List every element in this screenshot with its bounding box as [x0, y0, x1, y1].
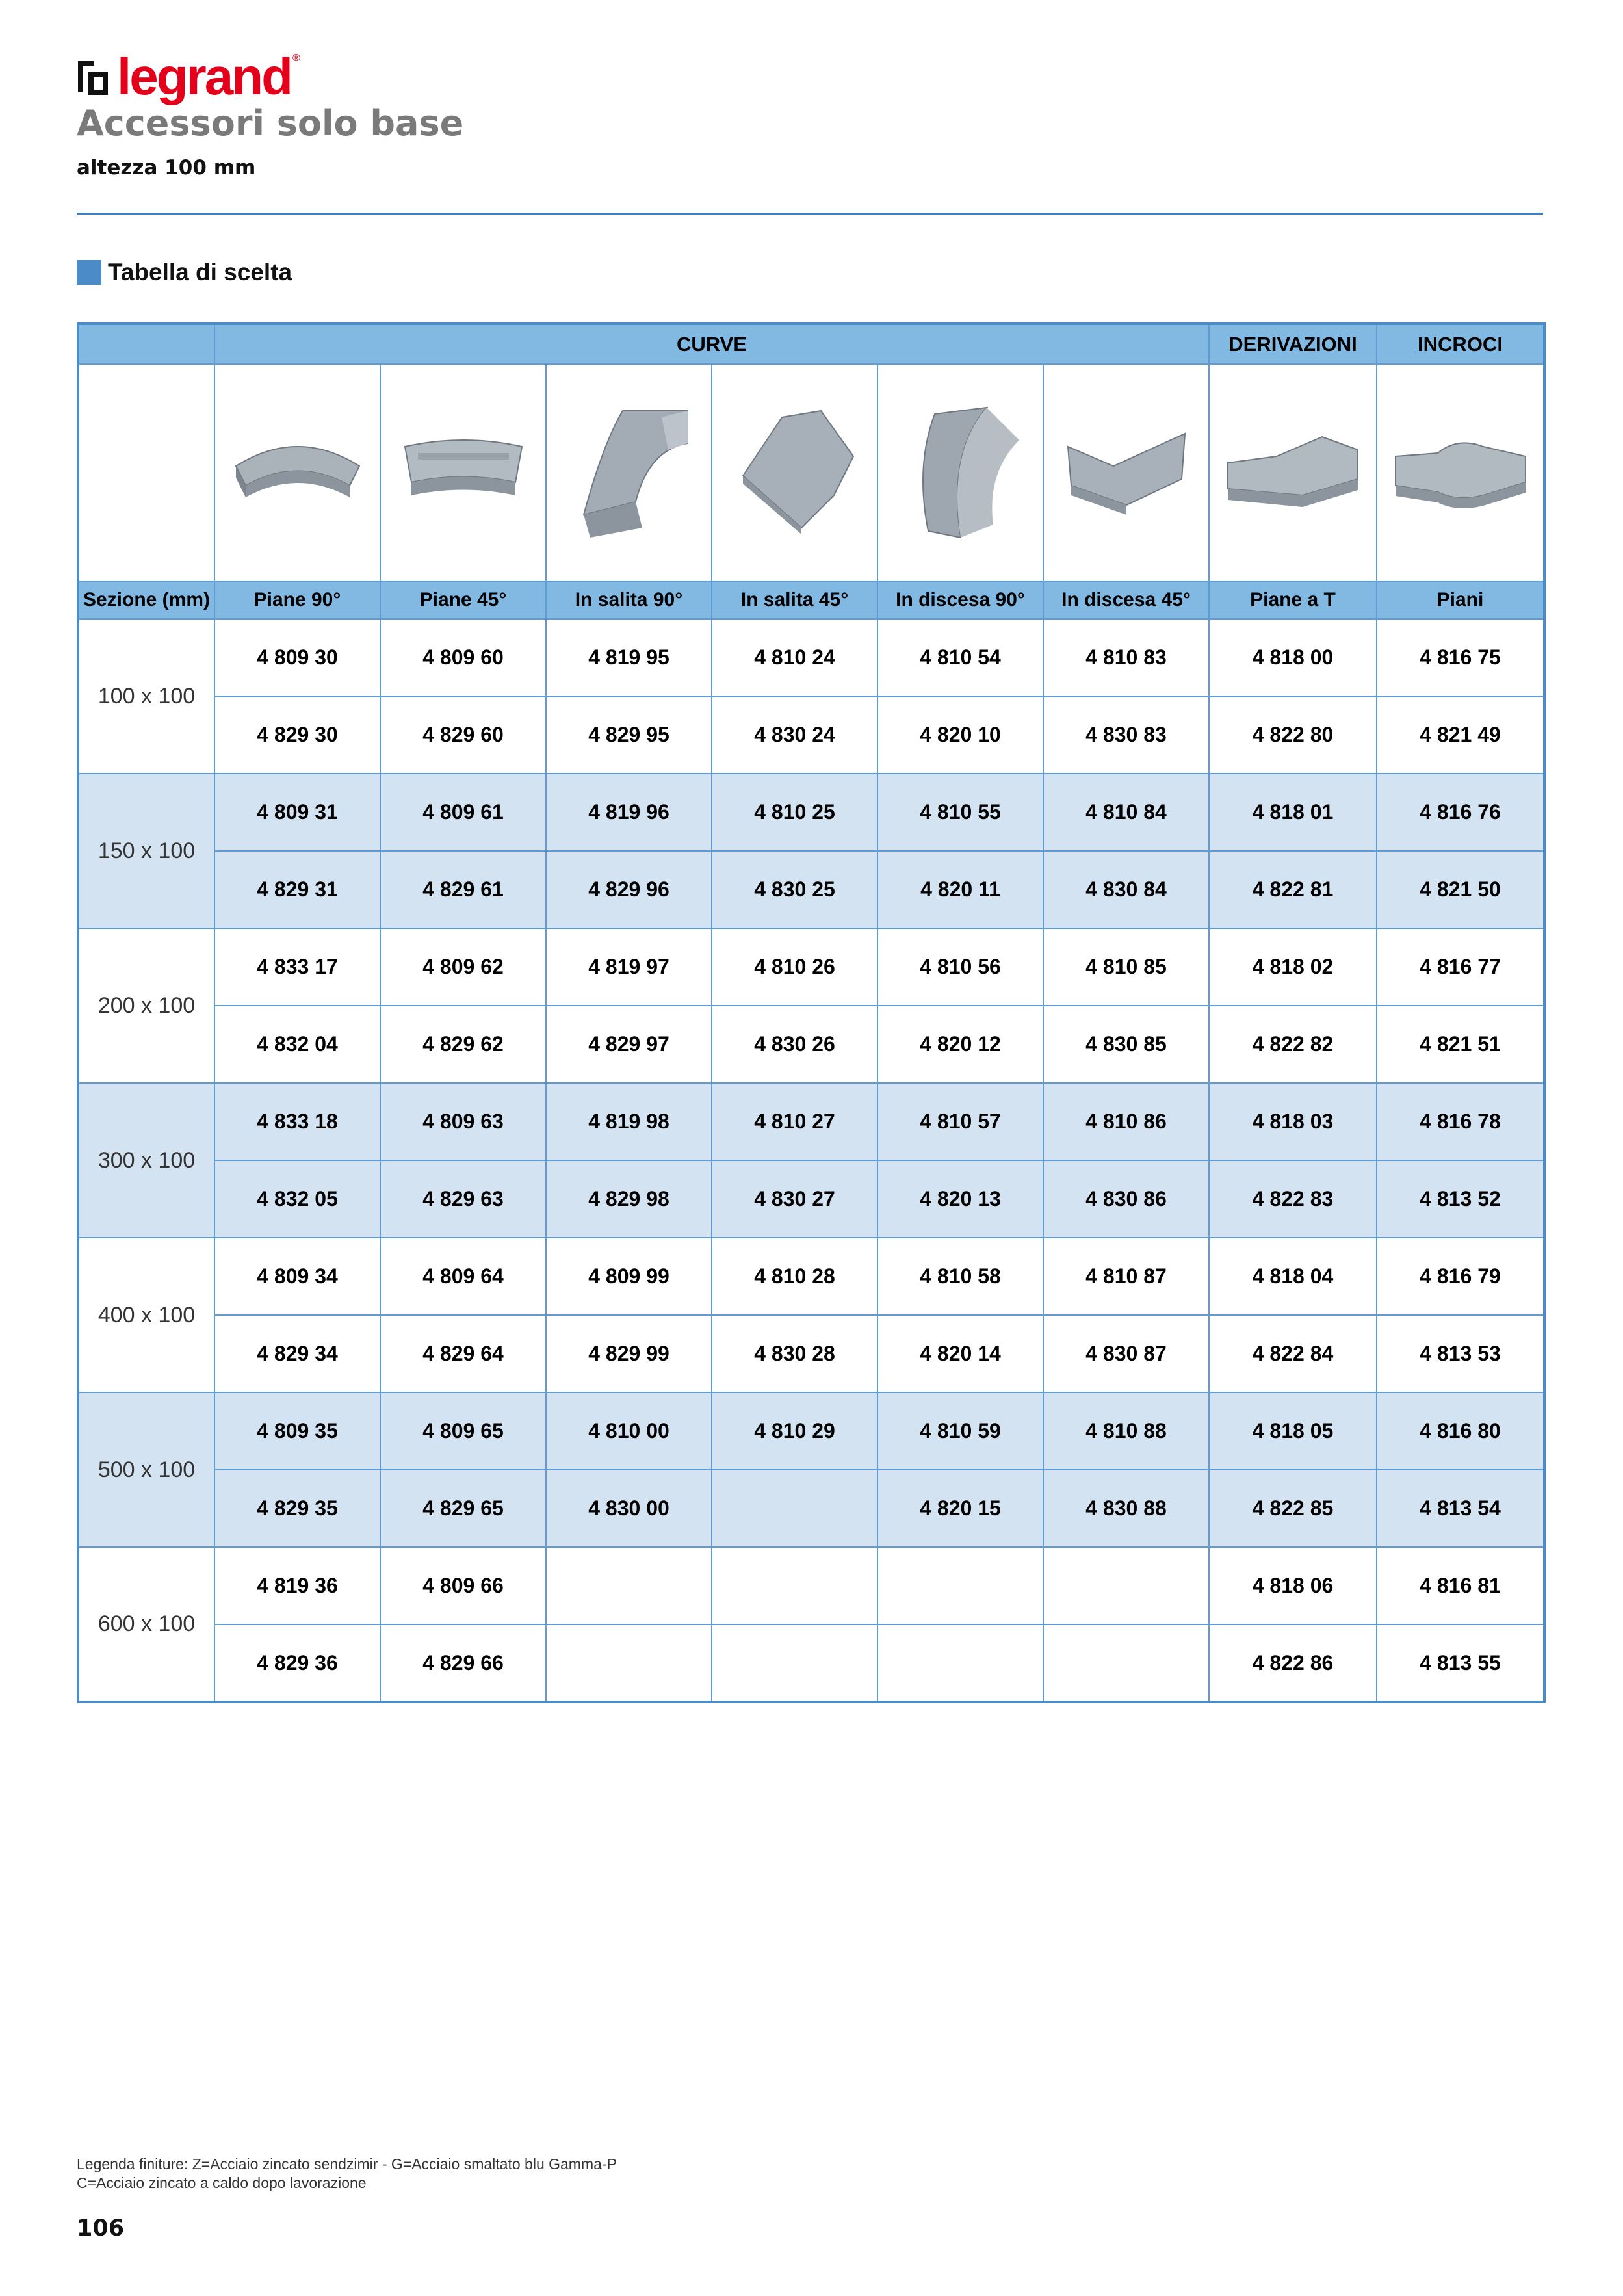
section-size-cell: 200 x 100 — [78, 928, 214, 1083]
flat-90-bend-icon — [226, 421, 369, 525]
article-code-cell: 4 820 10 — [877, 696, 1043, 774]
table-body — [78, 619, 1544, 1702]
flat-45-bend-icon — [392, 421, 535, 525]
selection-table — [77, 322, 1546, 1703]
image-cell-piane-a-t — [1209, 364, 1377, 581]
table-row — [78, 696, 1544, 774]
article-code-cell: 4 810 00 — [546, 1392, 712, 1470]
article-code-cell: 4 822 83 — [1209, 1160, 1377, 1238]
article-code-cell: 4 813 55 — [1377, 1624, 1544, 1702]
article-code-cell: 4 819 95 — [546, 619, 712, 696]
article-code-cell: 4 810 26 — [712, 928, 877, 1006]
article-code-cell: 4 810 83 — [1043, 619, 1209, 696]
table-row — [78, 1160, 1544, 1238]
article-code-cell: 4 819 98 — [546, 1083, 712, 1160]
header-divider — [77, 213, 1543, 215]
group-header-incroci: INCROCI — [1377, 324, 1544, 364]
article-code-cell: 4 809 35 — [214, 1392, 380, 1470]
column-header-in-discesa-45: In discesa 45° — [1043, 581, 1209, 619]
article-code-cell: 4 810 27 — [712, 1083, 877, 1160]
article-code-cell: 4 819 96 — [546, 774, 712, 851]
table-row — [78, 851, 1544, 928]
article-code-cell: 4 830 85 — [1043, 1006, 1209, 1083]
article-code-cell — [712, 1470, 877, 1547]
article-code-cell: 4 833 18 — [214, 1083, 380, 1160]
article-code-cell: 4 829 62 — [380, 1006, 546, 1083]
article-code-cell: 4 830 87 — [1043, 1315, 1209, 1392]
article-code-cell: 4 820 12 — [877, 1006, 1043, 1083]
article-code-cell: 4 809 65 — [380, 1392, 546, 1470]
article-code-cell: 4 809 34 — [214, 1238, 380, 1315]
image-cell-in-discesa-90 — [877, 364, 1043, 581]
column-header-in-salita-90: In salita 90° — [546, 581, 712, 619]
registered-mark: ® — [292, 53, 300, 64]
riser-90-icon — [558, 404, 701, 541]
article-code-cell: 4 810 25 — [712, 774, 877, 851]
article-code-cell: 4 829 35 — [214, 1470, 380, 1547]
article-code-cell — [1043, 1624, 1209, 1702]
article-code-cell: 4 829 31 — [214, 851, 380, 928]
article-code-cell: 4 816 81 — [1377, 1547, 1544, 1624]
article-code-cell: 4 810 54 — [877, 619, 1043, 696]
article-code-cell: 4 810 87 — [1043, 1238, 1209, 1315]
article-code-cell: 4 829 61 — [380, 851, 546, 928]
column-header-piani: Piani — [1377, 581, 1544, 619]
section-size-cell: 500 x 100 — [78, 1392, 214, 1547]
article-code-cell: 4 810 57 — [877, 1083, 1043, 1160]
article-code-cell: 4 830 27 — [712, 1160, 877, 1238]
table-row — [78, 1083, 1544, 1160]
article-code-cell: 4 810 29 — [712, 1392, 877, 1470]
selection-table-wrapper — [77, 322, 1543, 1703]
article-code-cell: 4 830 24 — [712, 696, 877, 774]
article-code-cell: 4 810 85 — [1043, 928, 1209, 1006]
table-row — [78, 1547, 1544, 1624]
column-header-in-discesa-90: In discesa 90° — [877, 581, 1043, 619]
section-size-cell: 100 x 100 — [78, 619, 214, 774]
article-code-cell: 4 822 86 — [1209, 1624, 1377, 1702]
article-code-cell: 4 821 51 — [1377, 1006, 1544, 1083]
article-code-cell: 4 829 63 — [380, 1160, 546, 1238]
image-cell-piani — [1377, 364, 1544, 581]
legend-line-2: C=Acciaio zincato a caldo dopo lavorazione — [77, 2174, 367, 2191]
section-size-cell: 400 x 100 — [78, 1238, 214, 1392]
table-row — [78, 928, 1544, 1006]
image-cell-in-discesa-45 — [1043, 364, 1209, 581]
product-image-row — [78, 364, 1544, 581]
article-code-cell: 4 809 66 — [380, 1547, 546, 1624]
article-code-cell: 4 809 31 — [214, 774, 380, 851]
brand-name: legrand — [117, 47, 291, 105]
section-square-icon — [77, 260, 101, 285]
article-code-cell: 4 809 99 — [546, 1238, 712, 1315]
legend-line-1: Legenda finiture: Z=Acciaio zincato sendzimir - G=Acciaio smaltato blu Gamma-P — [77, 2156, 617, 2172]
table-row — [78, 1470, 1544, 1547]
article-code-cell — [1043, 1547, 1209, 1624]
article-code-cell: 4 819 97 — [546, 928, 712, 1006]
article-code-cell: 4 822 81 — [1209, 851, 1377, 928]
article-code-cell: 4 821 49 — [1377, 696, 1544, 774]
article-code-cell: 4 832 04 — [214, 1006, 380, 1083]
article-code-cell: 4 833 17 — [214, 928, 380, 1006]
column-header-in-salita-45: In salita 45° — [712, 581, 877, 619]
article-code-cell: 4 829 66 — [380, 1624, 546, 1702]
legrand-mark-icon — [77, 59, 109, 95]
article-code-cell: 4 813 52 — [1377, 1160, 1544, 1238]
section-size-cell: 300 x 100 — [78, 1083, 214, 1238]
article-code-cell: 4 820 14 — [877, 1315, 1043, 1392]
page-subtitle: altezza 100 mm — [77, 156, 256, 179]
article-code-cell: 4 829 99 — [546, 1315, 712, 1392]
column-header-piane-45: Piane 45° — [380, 581, 546, 619]
article-code-cell: 4 810 58 — [877, 1238, 1043, 1315]
article-code-cell: 4 810 88 — [1043, 1392, 1209, 1470]
column-header-piane-90: Piane 90° — [214, 581, 380, 619]
article-code-cell: 4 829 98 — [546, 1160, 712, 1238]
article-code-cell — [546, 1624, 712, 1702]
image-cell-in-salita-90 — [546, 364, 712, 581]
article-code-cell: 4 829 60 — [380, 696, 546, 774]
riser-45-icon — [723, 404, 866, 541]
article-code-cell: 4 813 53 — [1377, 1315, 1544, 1392]
article-code-cell: 4 830 26 — [712, 1006, 877, 1083]
article-code-cell: 4 832 05 — [214, 1160, 380, 1238]
group-header-curve: CURVE — [214, 324, 1209, 364]
article-code-cell: 4 821 50 — [1377, 851, 1544, 928]
article-code-cell: 4 810 59 — [877, 1392, 1043, 1470]
article-code-cell: 4 809 30 — [214, 619, 380, 696]
finish-legend — [77, 2155, 617, 2193]
article-code-cell: 4 830 84 — [1043, 851, 1209, 928]
table-row — [78, 1238, 1544, 1315]
article-code-cell: 4 830 28 — [712, 1315, 877, 1392]
article-code-cell: 4 809 63 — [380, 1083, 546, 1160]
article-code-cell: 4 810 55 — [877, 774, 1043, 851]
article-code-cell: 4 820 11 — [877, 851, 1043, 928]
article-code-cell: 4 820 15 — [877, 1470, 1043, 1547]
article-code-cell: 4 829 30 — [214, 696, 380, 774]
article-code-cell: 4 830 88 — [1043, 1470, 1209, 1547]
table-row — [78, 1006, 1544, 1083]
article-code-cell: 4 830 83 — [1043, 696, 1209, 774]
column-header-sezione: Sezione (mm) — [78, 581, 214, 619]
table-row — [78, 1315, 1544, 1392]
article-code-cell — [877, 1547, 1043, 1624]
article-code-cell: 4 818 05 — [1209, 1392, 1377, 1470]
section-size-cell: 600 x 100 — [78, 1547, 214, 1702]
article-code-cell: 4 809 62 — [380, 928, 546, 1006]
article-code-cell: 4 810 86 — [1043, 1083, 1209, 1160]
article-code-cell: 4 810 84 — [1043, 774, 1209, 851]
article-code-cell: 4 816 75 — [1377, 619, 1544, 696]
article-code-cell: 4 829 36 — [214, 1624, 380, 1702]
article-code-cell: 4 829 96 — [546, 851, 712, 928]
article-code-cell: 4 809 60 — [380, 619, 546, 696]
article-code-cell: 4 816 79 — [1377, 1238, 1544, 1315]
table-row — [78, 1392, 1544, 1470]
article-code-cell: 4 816 78 — [1377, 1083, 1544, 1160]
article-code-cell: 4 822 80 — [1209, 696, 1377, 774]
article-code-cell: 4 818 02 — [1209, 928, 1377, 1006]
descent-45-icon — [1055, 408, 1198, 538]
article-code-cell: 4 809 64 — [380, 1238, 546, 1315]
section-heading — [77, 259, 292, 286]
article-code-cell: 4 818 00 — [1209, 619, 1377, 696]
article-code-cell: 4 813 54 — [1377, 1470, 1544, 1547]
page-title: Accessori solo base — [77, 103, 464, 144]
tee-icon — [1218, 417, 1368, 528]
article-code-cell: 4 822 85 — [1209, 1470, 1377, 1547]
section-size-cell: 150 x 100 — [78, 774, 214, 928]
article-code-cell: 4 829 95 — [546, 696, 712, 774]
article-code-cell: 4 818 01 — [1209, 774, 1377, 851]
article-code-cell — [712, 1624, 877, 1702]
image-cell-empty — [78, 364, 214, 581]
descent-90-icon — [889, 401, 1032, 544]
article-code-cell: 4 829 97 — [546, 1006, 712, 1083]
article-code-cell: 4 818 03 — [1209, 1083, 1377, 1160]
article-code-cell — [712, 1547, 877, 1624]
article-code-cell: 4 818 04 — [1209, 1238, 1377, 1315]
article-code-cell: 4 822 82 — [1209, 1006, 1377, 1083]
article-code-cell: 4 810 28 — [712, 1238, 877, 1315]
table-row — [78, 619, 1544, 696]
article-code-cell: 4 816 80 — [1377, 1392, 1544, 1470]
article-code-cell — [877, 1624, 1043, 1702]
cross-icon — [1386, 417, 1535, 528]
table-row — [78, 774, 1544, 851]
image-cell-piane-90 — [214, 364, 380, 581]
image-cell-in-salita-45 — [712, 364, 877, 581]
article-code-cell: 4 810 56 — [877, 928, 1043, 1006]
article-code-cell: 4 816 76 — [1377, 774, 1544, 851]
group-header-row — [78, 324, 1544, 364]
article-code-cell: 4 818 06 — [1209, 1547, 1377, 1624]
article-code-cell — [546, 1547, 712, 1624]
table-row — [78, 1624, 1544, 1702]
article-code-cell: 4 816 77 — [1377, 928, 1544, 1006]
column-header-row — [78, 581, 1544, 619]
article-code-cell: 4 830 25 — [712, 851, 877, 928]
page-number: 106 — [77, 2215, 125, 2241]
article-code-cell: 4 830 86 — [1043, 1160, 1209, 1238]
article-code-cell: 4 829 64 — [380, 1315, 546, 1392]
article-code-cell: 4 819 36 — [214, 1547, 380, 1624]
group-header-derivazioni: DERIVAZIONI — [1209, 324, 1377, 364]
column-header-piane-a-t: Piane a T — [1209, 581, 1377, 619]
article-code-cell: 4 822 84 — [1209, 1315, 1377, 1392]
article-code-cell: 4 820 13 — [877, 1160, 1043, 1238]
section-title: Tabella di scelta — [108, 259, 292, 285]
image-cell-piane-45 — [380, 364, 546, 581]
legrand-logo — [77, 47, 300, 105]
article-code-cell: 4 830 00 — [546, 1470, 712, 1547]
article-code-cell: 4 829 34 — [214, 1315, 380, 1392]
article-code-cell: 4 809 61 — [380, 774, 546, 851]
article-code-cell: 4 829 65 — [380, 1470, 546, 1547]
article-code-cell: 4 810 24 — [712, 619, 877, 696]
group-header-empty — [78, 324, 214, 364]
